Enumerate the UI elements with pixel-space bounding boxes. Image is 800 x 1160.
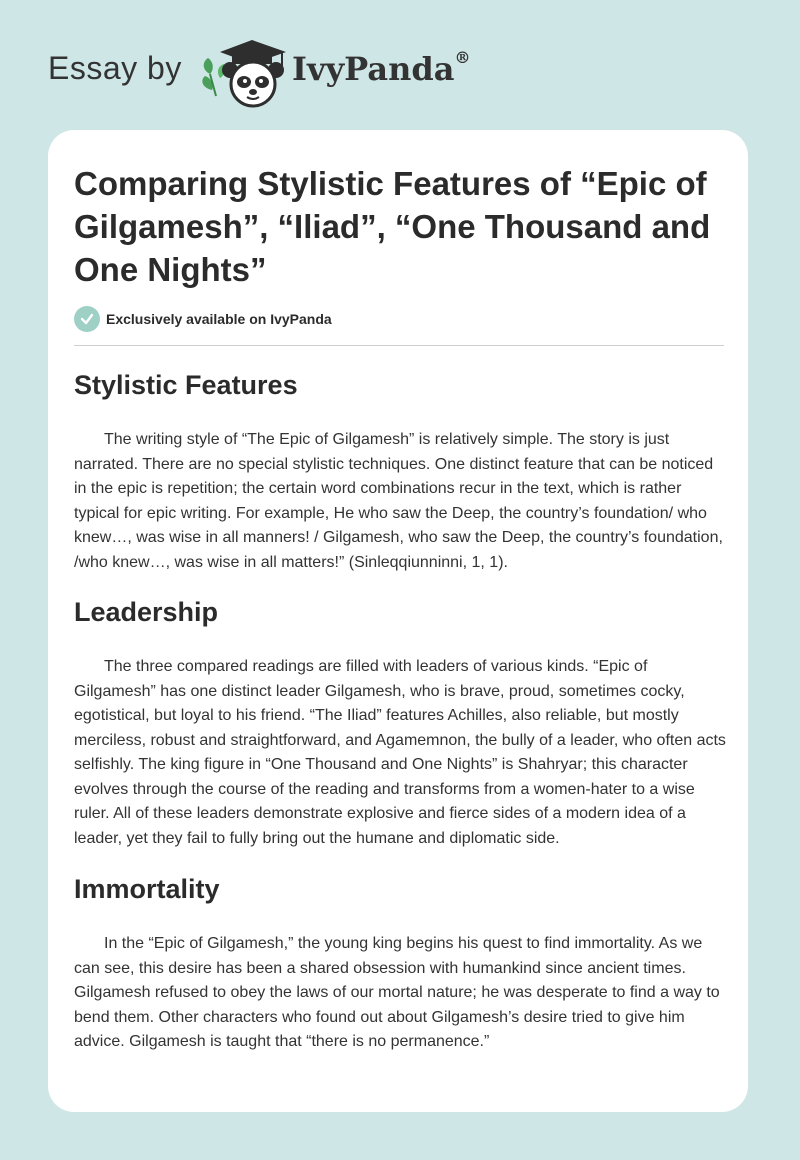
- panda-logo-icon[interactable]: [200, 34, 290, 108]
- brand-name-text: IvyPanda: [292, 50, 455, 88]
- check-icon: [74, 306, 100, 332]
- essay-card: [48, 130, 748, 1112]
- divider: [74, 345, 724, 346]
- brand-name: [292, 50, 470, 88]
- exclusive-badge: [74, 306, 332, 332]
- section-heading-immortality: Immortality: [74, 874, 220, 904]
- section-heading-stylistic-features: Stylistic Features: [74, 370, 298, 400]
- essay-title: Comparing Stylistic Features of “Epic of Gilgamesh”, “Iliad”, “One Thousand and One Nights”: [74, 165, 711, 288]
- site-header: [0, 0, 800, 130]
- exclusive-label: Exclusively available on IvyPanda: [106, 311, 332, 327]
- section-paragraph-immortality: In the “Epic of Gilgamesh,” the young king begins his quest to find immortality. As we can see, this desire has been a shared obsession with humankind since ancient times. Gilgamesh refused to obey the laws of our mortal nature; he was desperate to find a way to bend them. Other characters who found out about Gilgamesh’s desire tried to give him advice. Gilgamesh is taught that “there is no permanence.”: [74, 935, 720, 1050]
- registered-mark: ®: [454, 48, 471, 67]
- section-heading-leadership: Leadership: [74, 597, 219, 627]
- brand-prefix: Essay by: [48, 50, 182, 86]
- section-paragraph-stylistic-features: The writing style of “The Epic of Gilgamesh” is relatively simple. The story is just narrated. There are no special stylistic techniques. One distinct feature that can be noticed in the epic is repetition; the certain word combinations recur in the text, which is rather typical for epic writing. For example, He who saw the Deep, the country’s foundation/ who knew…, was wise in all manners! / Gilgamesh, who saw the Deep, the country’s foundation, /who knew…, was wise in all matters!” (Sinleqqiunninni, 1, 1).: [74, 431, 723, 571]
- section-paragraph-leadership: The three compared readings are filled with leaders of various kinds. “Epic of Gilgamesh” has one distinct leader Gilgamesh, who is brave, proud, sometimes cocky, egotistical, but loyal to his friend. “The Iliad” features Achilles, also reliable, but mostly merciless, robust and straightforward, and Agamemnon, the bully of a leader, who often acts selfishly. The king figure in “One Thousand and One Nights” is Shahryar; this character evolves through the course of the reading and transforms from a women-hater to a wise ruler. All of these leaders demonstrate explosive and fierce sides of a modern idea of a leader, yet they fail to fully bring out the humane and diplomatic side.: [74, 658, 726, 847]
